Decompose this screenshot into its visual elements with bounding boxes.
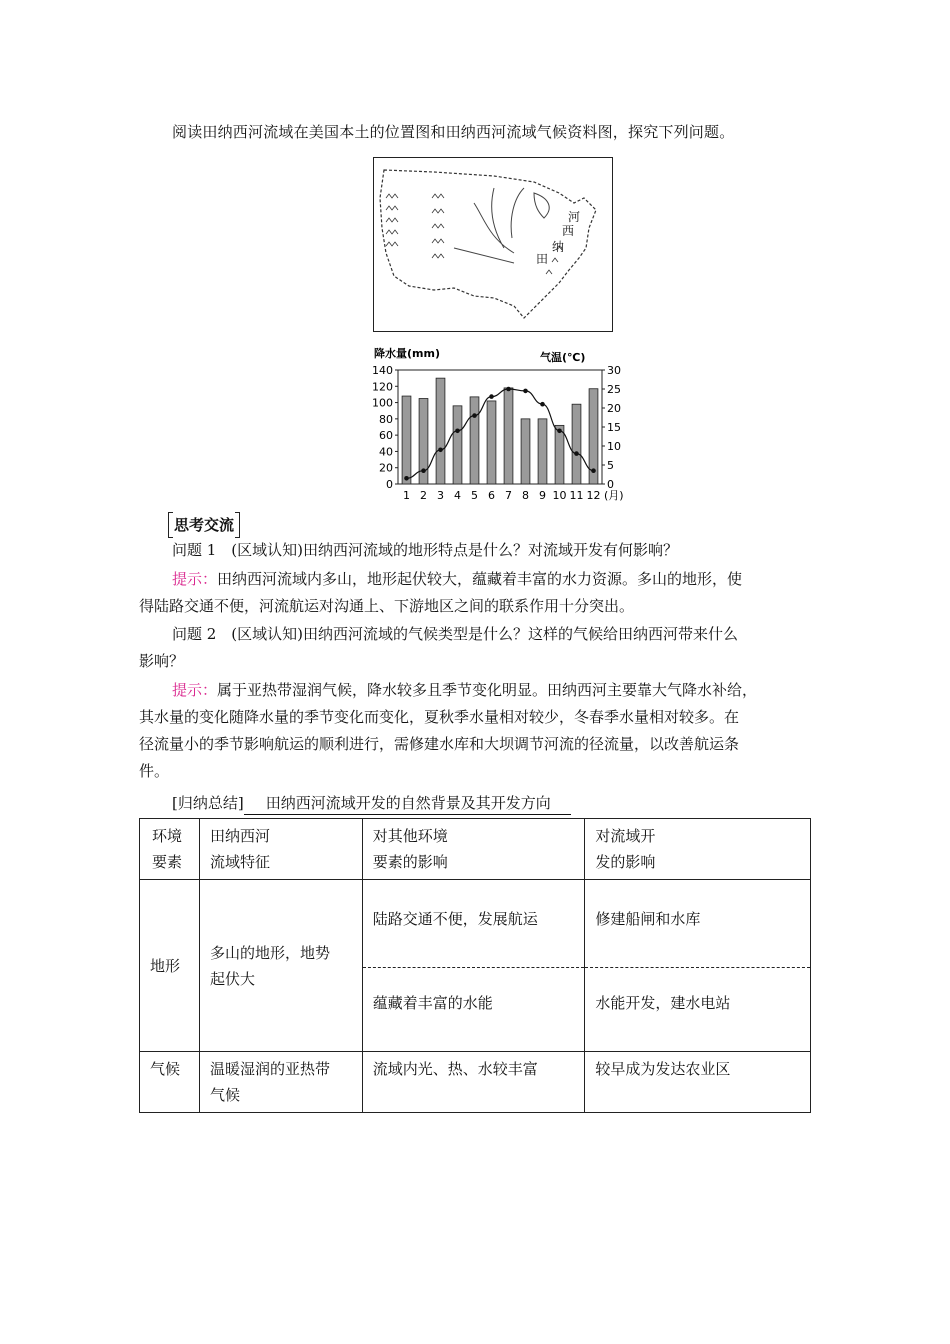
answer-2-line-1: 提示：属于亚热带湿润气候，降水较多且季节变化明显。田纳西河主要靠大气降水补给， bbox=[172, 681, 758, 699]
precip-bar bbox=[555, 425, 564, 484]
header-cell: 对其他环境 bbox=[372, 827, 448, 845]
us-map-drawing bbox=[374, 158, 611, 330]
temp-point bbox=[421, 468, 426, 473]
x-axis-unit: (月) bbox=[604, 489, 624, 502]
header-cell: 对流域开 bbox=[595, 827, 656, 845]
header-cell: 环境 bbox=[152, 827, 183, 845]
x-tick-label: 1 bbox=[403, 489, 410, 502]
temp-point bbox=[557, 429, 562, 434]
y-tick-label-right: 0 bbox=[607, 478, 614, 491]
y-tick-label-right: 20 bbox=[607, 402, 621, 415]
temp-point bbox=[523, 389, 528, 394]
hint-label: 提示： bbox=[172, 681, 218, 699]
question-2-line-1: 问题 2 (区域认知)田纳西河流域的气候类型是什么？这样的气候给田纳西河带来什么 bbox=[172, 625, 739, 643]
question-1: 问题 1 (区域认知)田纳西河流域的地形特点是什么？对流域开发有何影响？ bbox=[172, 541, 679, 559]
y-tick-label-left: 40 bbox=[379, 445, 393, 459]
answer-2-line-3: 径流量小的季节影响航运的顺利进行，需修建水库和大坝调节河流的径流量，以改善航运条 bbox=[139, 735, 740, 753]
y-axis-left-label: 降水量(mm) bbox=[374, 347, 440, 360]
climate-chart-svg bbox=[368, 343, 624, 503]
temp-point bbox=[489, 394, 494, 399]
temp-point bbox=[438, 448, 443, 453]
factor-cell: 气候 bbox=[150, 1060, 181, 1078]
y-tick-label-right: 15 bbox=[607, 421, 621, 434]
x-tick-label: 4 bbox=[454, 489, 461, 502]
temp-point bbox=[455, 429, 460, 434]
precip-bar bbox=[521, 419, 530, 484]
y-tick-label-left: 80 bbox=[379, 412, 393, 426]
x-tick-label: 11 bbox=[569, 489, 584, 502]
map-label-he: 河 bbox=[568, 210, 581, 224]
climate-chart bbox=[368, 343, 624, 507]
precip-bar bbox=[572, 404, 581, 484]
temp-point bbox=[472, 413, 477, 418]
x-tick-label: 12 bbox=[586, 489, 601, 502]
table-header-row: 环境 要素 田纳西河 流域特征 对其他环境 要素的影响 对流域开 发的影响 bbox=[140, 819, 811, 880]
answer-1-line-1: 提示：田纳西河流域内多山，地形起伏较大，蕴藏着丰富的水力资源。多山的地形，使 bbox=[172, 570, 743, 588]
y-tick-label-right: 25 bbox=[607, 383, 621, 396]
x-tick-label: 10 bbox=[552, 489, 567, 502]
precip-bar bbox=[504, 388, 513, 484]
y-tick-label-right: 10 bbox=[607, 440, 621, 453]
y-tick-label-left: 140 bbox=[372, 364, 393, 377]
temp-point bbox=[591, 468, 596, 473]
table-row-climate: 气候 温暖湿润的亚热带 气候 流域内光、热、水较丰富 较早成为发达农业区 bbox=[140, 1052, 811, 1113]
x-tick-label: 5 bbox=[471, 489, 478, 502]
y-tick-label-left: 0 bbox=[386, 478, 393, 491]
summary-table bbox=[139, 818, 811, 1113]
question-2-line-2: 影响？ bbox=[139, 652, 185, 670]
temp-point bbox=[574, 451, 579, 456]
header-cell: 田纳西河 bbox=[209, 827, 270, 845]
lakes bbox=[534, 193, 549, 218]
x-tick-label: 2 bbox=[420, 489, 427, 502]
temp-point bbox=[404, 476, 409, 481]
map-label-tian: 田 bbox=[536, 252, 549, 266]
temp-point bbox=[506, 387, 511, 392]
discussion-title: 思考交流 bbox=[174, 516, 235, 534]
temp-line bbox=[407, 389, 594, 478]
precip-bar bbox=[436, 378, 445, 484]
precip-bar bbox=[538, 419, 547, 484]
summary-heading bbox=[172, 792, 571, 815]
summary-title: 田纳西河流域开发的自然背景及其开发方向 bbox=[244, 792, 571, 815]
precip-bar bbox=[487, 401, 496, 484]
answer-2-line-2: 其水量的变化随降水量的季节变化而变化，夏秋季水量相对较少，冬春季水量相对较多。在 bbox=[139, 708, 740, 726]
rivers bbox=[454, 188, 524, 263]
temp-point bbox=[540, 402, 545, 407]
precip-bar bbox=[470, 397, 479, 484]
y-tick-label-right: 30 bbox=[607, 364, 621, 377]
precip-bar bbox=[453, 406, 462, 484]
x-tick-label: 3 bbox=[437, 489, 444, 502]
summary-tag: [归纳总结] bbox=[172, 794, 244, 812]
x-tick-label: 7 bbox=[505, 489, 512, 502]
x-tick-label: 6 bbox=[488, 489, 495, 502]
y-tick-label-left: 20 bbox=[379, 461, 393, 475]
y-tick-label-left: 120 bbox=[372, 380, 393, 394]
precip-bar bbox=[402, 396, 411, 484]
intro-text: 阅读田纳西河流域在美国本土的位置图和田纳西河流域气候资料图，探究下列问题。 bbox=[172, 123, 735, 141]
y-tick-label-left: 60 bbox=[379, 429, 393, 443]
y-tick-label-left: 100 bbox=[372, 396, 393, 410]
answer-1-line-2: 得陆路交通不便，河流航运对沟通上、下游地区之间的联系作用十分突出。 bbox=[139, 597, 635, 615]
table-row-terrain: 地形 多山的地形，地势 起伏大 陆路交通不便，发展航运 蕴藏着丰富的水能 修建船闸和水库 水能开发，建水电站 bbox=[140, 880, 811, 1052]
x-tick-label: 9 bbox=[539, 489, 546, 502]
map-label-xi: 西 bbox=[562, 224, 575, 238]
answer-2-line-4: 件。 bbox=[139, 762, 170, 780]
location-map bbox=[373, 157, 613, 332]
y-tick-label-right: 5 bbox=[607, 459, 614, 472]
hint-label: 提示： bbox=[172, 570, 218, 588]
x-tick-label: 8 bbox=[522, 489, 529, 502]
factor-cell: 地形 bbox=[150, 956, 181, 975]
map-label-na: 纳 bbox=[552, 240, 565, 254]
y-axis-right-label: 气温(℃) bbox=[540, 351, 586, 364]
